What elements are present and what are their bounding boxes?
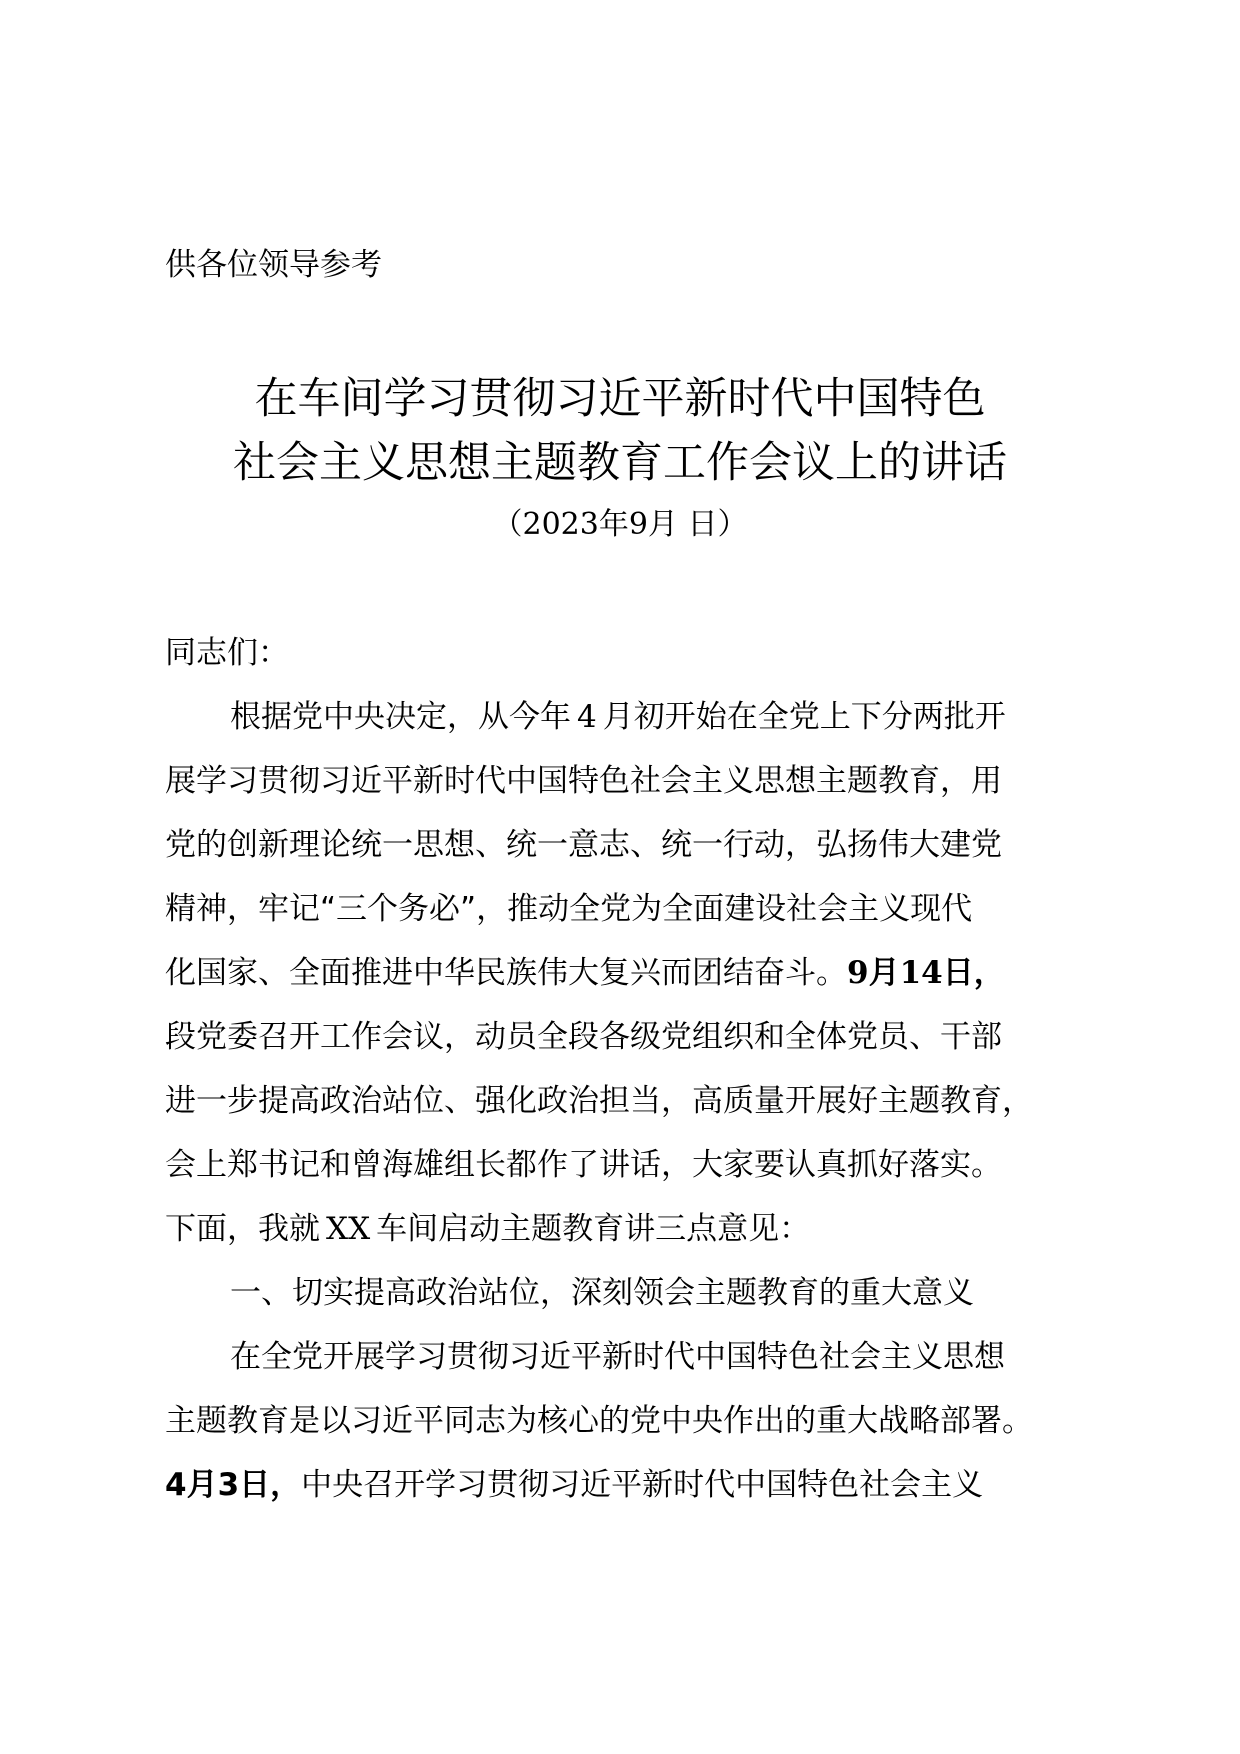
paragraph-1-line-3: 党的创新理论统一思想、统一意志、统一行动，弘扬伟大建党 [165, 827, 1002, 863]
paragraph-1-line-9 [165, 1206, 810, 1252]
paragraph-2-line-1: 在全党开展学习贯彻习近平新时代中国特色社会主义思想 [230, 1339, 1005, 1375]
speech-title-line-1: 在车间学习贯彻习近平新时代中国特色 [254, 374, 986, 424]
paragraph-1-line-1 [230, 694, 1006, 740]
paragraph-1-line-7: 进一步提高政治站位、强化政治担当，高质量开展好主题教育， [165, 1083, 1033, 1119]
salutation: 同志们： [165, 635, 289, 671]
paragraph-2-line-3-text: 中央召开学习贯彻习近平新时代中国特色社会主义 [301, 1467, 984, 1503]
paragraph-1-line-5-bold-date: 9月14日， [847, 955, 1005, 991]
paragraph-2-line-3-bold-date: 4月3日， [165, 1467, 302, 1503]
section-1-heading: 一、切实提高政治站位，深刻领会主题教育的重大意义 [230, 1275, 974, 1311]
paragraph-1-line-9-text-b: 车间启动主题教育讲三点意见： [376, 1211, 811, 1247]
paragraph-1-line-6: 段党委召开工作会议，动员全段各级党组织和全体党员、干部 [165, 1019, 1002, 1055]
paragraph-1-line-2: 展学习贯彻习近平新时代中国特色社会主义思想主题教育，用 [165, 763, 1002, 799]
paragraph-1-line-4: 精神，牢记“三个务必”，推动全党为全面建设社会主义现代 [165, 891, 973, 927]
paragraph-1-line-8: 会上郑书记和曾海雄组长都作了讲话，大家要认真抓好落实。 [165, 1147, 1002, 1183]
reference-note: 供各位领导参考 [165, 247, 382, 283]
paragraph-1-line-9-text-a: 下面，我就 [165, 1211, 320, 1247]
paragraph-1-line-1-number: 4 [577, 699, 597, 735]
paragraph-1-line-5 [165, 950, 1005, 996]
speech-title-line-2: 社会主义思想主题教育工作会议上的讲话 [233, 438, 1007, 488]
speech-date: （2023年9月 日） [492, 507, 748, 542]
paragraph-1-line-1-text-a: 根据党中央决定，从今年 [230, 699, 571, 735]
paragraph-2-line-2: 主题教育是以习近平同志为核心的党中央作出的重大战略部署。 [165, 1403, 1033, 1439]
paragraph-1-line-5-text: 化国家、全面推进中华民族伟大复兴而团结奋斗。 [165, 955, 847, 991]
paragraph-1-line-1-text-b: 月初开始在全党上下分两批开 [602, 699, 1006, 735]
paragraph-2-line-3 [165, 1462, 983, 1508]
paragraph-1-line-9-xx: XX [326, 1211, 371, 1247]
